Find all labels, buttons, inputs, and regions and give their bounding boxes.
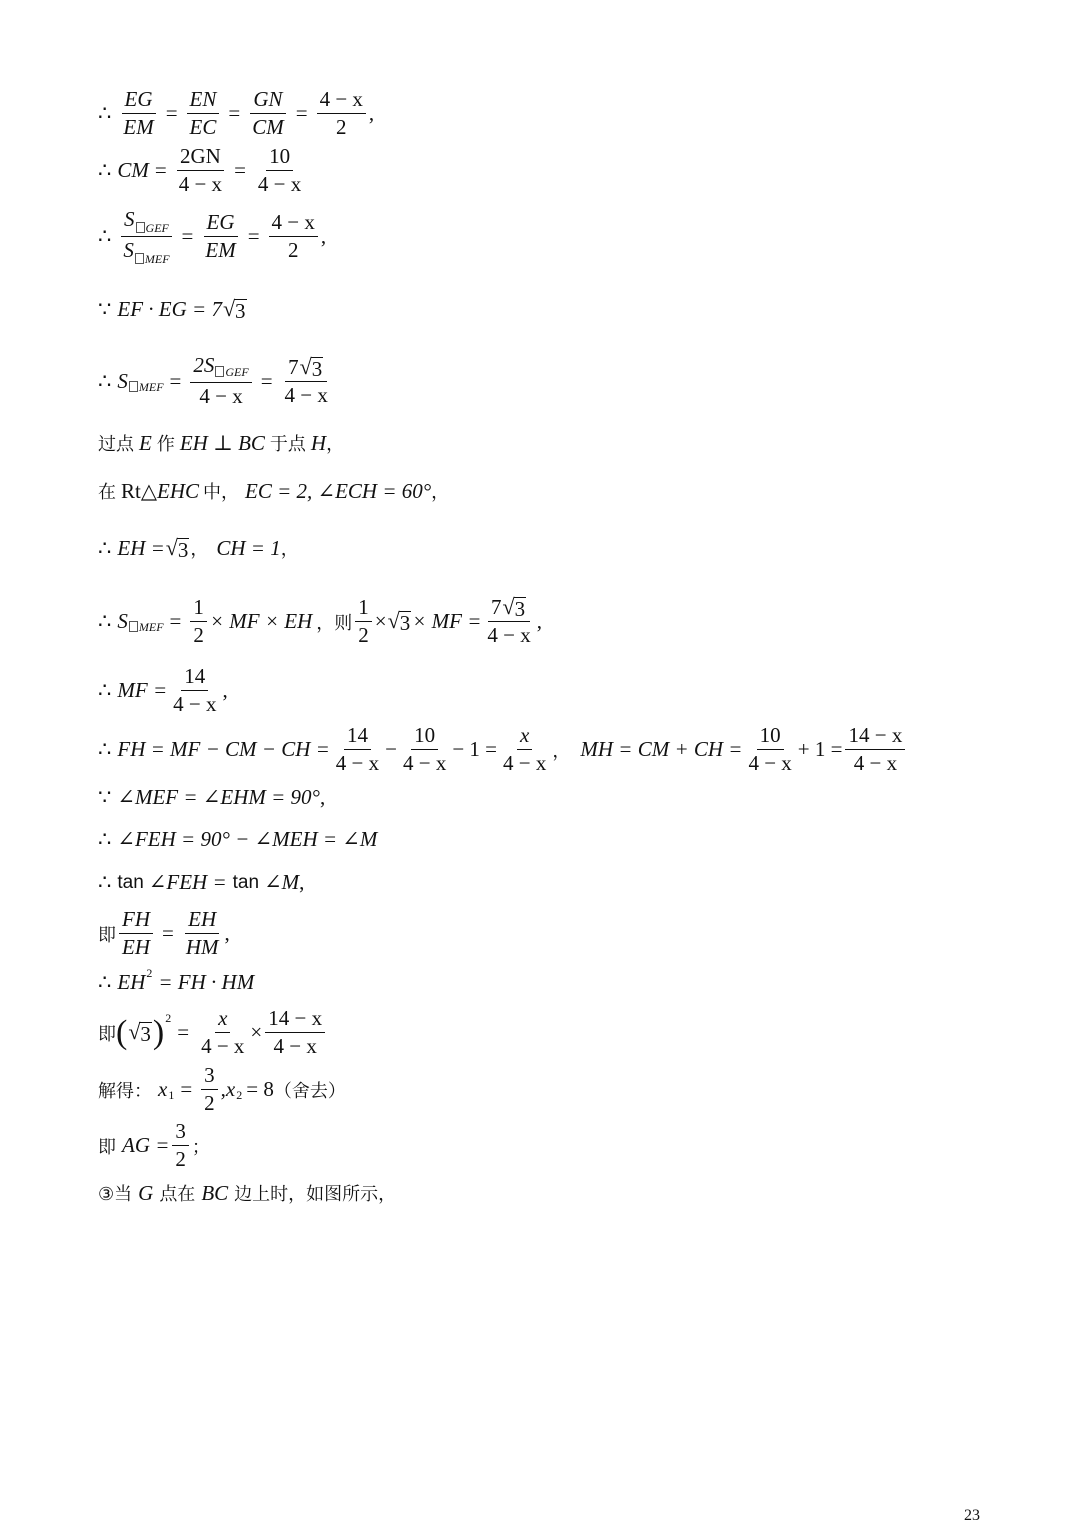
line-10: ∴ MF = $\frac{14}{4 - x}$ , xyxy=(98,664,228,716)
fraction: $\frac{10}{4 - x}$ xyxy=(402,723,447,775)
line-11: ∴ FH = MF − CM − CH = $\frac{14}{4 - x}$ − $\frac{10}{4 - x}$ − 1 = $\frac{x}{4 - x}$ ， MH = CM + CH = $\frac{10}{4 - x}$ + 1 = $\frac{14 - x}{4 - x}$ xyxy=(98,722,908,777)
line-3: ∴ S $_{GEF}$ S $_{MEF}$ = $\frac{EG}{EM}$ = $\frac{4 - x}{2}$ , xyxy=(98,207,327,266)
fraction: $\frac{10}{4 - x}$ xyxy=(257,144,302,196)
fraction: S $_{GEF}$ S $_{MEF}$ xyxy=(120,206,172,267)
fraction: $\frac{14}{4 - x}$ xyxy=(173,664,217,716)
fraction: $\frac{10}{4 - x}$ xyxy=(748,723,792,775)
fraction: $\frac{4 - x}{2}$ xyxy=(269,209,318,264)
fraction: $\frac{1}{2}$ xyxy=(355,594,372,649)
line-20: ③当 G 点在 BC 边上时，如图所示， xyxy=(98,1180,397,1205)
fraction: $\frac{FH}{EH}$ xyxy=(119,906,153,961)
fraction: $\frac{x}{4 - x}$ xyxy=(503,723,547,775)
line-8: ∴ EH = √ 3 ， CH = 1 ， xyxy=(98,534,299,562)
fraction: $\frac{GN}{CM}$ xyxy=(252,87,284,139)
fraction: $\frac{1}{2}$ xyxy=(190,594,207,649)
sqrt: √ 3 xyxy=(165,534,189,562)
fraction: $\frac{EG}{EM}$ xyxy=(205,210,236,262)
line-9: ∴ S MEF = $\frac{1}{2}$ × MF × EH ，则 $\frac{1}{2}$ × √ 3 × MF = 7 √ 3 4 − x , xyxy=(98,594,542,647)
line-4: ∵ EF · EG = 7 √ 3 xyxy=(98,296,246,323)
line-16: ∴ EH 2 = FH · HM xyxy=(98,966,255,994)
fraction: $\frac{EN}{EC}$ xyxy=(187,86,220,141)
sqrt: √ 3 xyxy=(222,296,246,323)
line-1: ∴ $\frac{EG}{EM}$ = $\frac{EN}{EC}$ = $\frac{GN}{CM}$ = $\frac{4 - x}{2}$ , xyxy=(98,87,375,139)
line-14: ∴ tan ∠FEH = tan ∠M , xyxy=(98,870,305,894)
line-17: 即 ( √ 3 ) 2 = $\frac{x}{4 - x}$ × $\frac{14 - x}{4 - x}$ xyxy=(98,1005,328,1060)
line-13: ∴ ∠FEH = 90° − ∠MEH = ∠M xyxy=(98,827,378,851)
sqrt: √ 3 xyxy=(387,608,411,635)
fraction: 2S GEF 4 − x xyxy=(190,352,251,410)
fraction: 7 √ 3 4 − x xyxy=(284,353,328,407)
line-5: ∴ S MEF = 2S GEF 4 − x = 7 √ 3 4 − x xyxy=(98,352,334,410)
line-19: 即 AG = $\frac{3}{2}$ ； xyxy=(98,1119,210,1171)
fraction: 7 √ 3 4 − x xyxy=(487,594,531,647)
line-18: 解得： x 1 = $\frac{3}{2}$ , x 2 = 8 （舍去） xyxy=(98,1063,346,1115)
fraction: $\frac{3}{2}$ xyxy=(172,1118,189,1173)
fraction: $\frac{3}{2}$ xyxy=(201,1062,218,1117)
line-12: ∵ ∠MEF = ∠EHM = 90° , xyxy=(98,785,326,809)
fraction: $\frac{14 - x}{4 - x}$ xyxy=(845,722,905,777)
fraction: $\frac{14 - x}{4 - x}$ xyxy=(265,1005,325,1060)
fraction: $\frac{4 - x}{2}$ xyxy=(317,86,366,141)
sqrt: √ 3 xyxy=(128,1019,151,1046)
fraction: $\frac{x}{4 - x}$ xyxy=(201,1006,245,1058)
line-7: 在 Rt△ EHC 中， EC = 2, ∠ECH = 60° ， xyxy=(98,478,450,503)
line-2: ∴ CM = $\frac{2GN}{4 - x}$ = $\frac{10}{4 - x}$ xyxy=(98,143,307,198)
fraction: $\frac{2GN}{4 - x}$ xyxy=(178,144,223,196)
line-6: 过点 E 作 EH ⊥ BC 于点 H ， xyxy=(98,430,345,455)
fraction: $\frac{EG}{EM}$ xyxy=(123,87,154,139)
page-number: 23 xyxy=(964,1507,980,1524)
fraction: $\frac{EH}{HM}$ xyxy=(185,907,219,959)
line-15: 即 $\frac{FH}{EH}$ = $\frac{EH}{HM}$ , xyxy=(98,907,230,959)
fraction: $\frac{14}{4 - x}$ xyxy=(335,723,380,775)
